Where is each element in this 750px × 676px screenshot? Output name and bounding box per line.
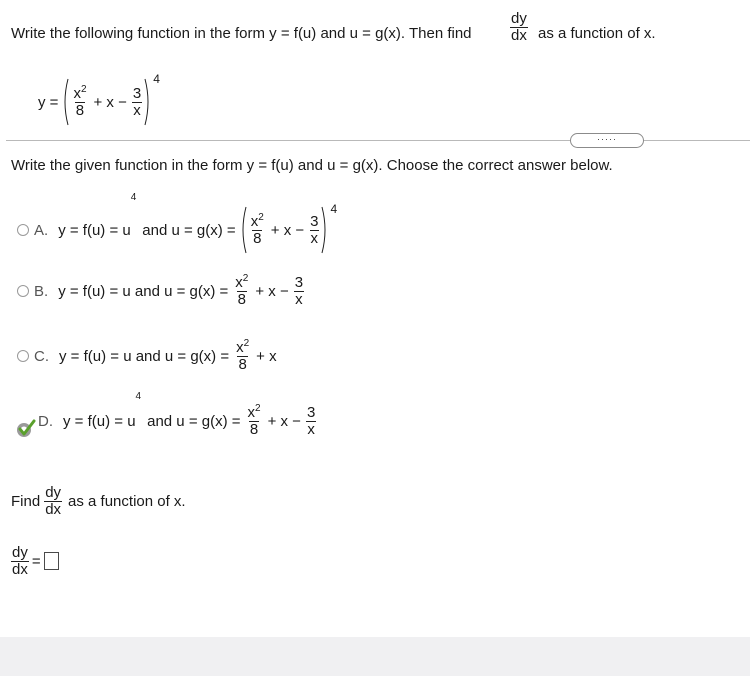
frac-den: dx (511, 26, 527, 44)
frac-num: dy (511, 10, 527, 27)
power-4: 4 (153, 72, 160, 86)
x2-over-8 (235, 340, 250, 373)
option-lhs: y = f(u) = u (63, 412, 136, 430)
option-b[interactable] (17, 275, 306, 308)
option-letter: D. (38, 412, 53, 430)
part-prompt: Write the given function in the form y = f(u) and u = g(x). Choose the correct answer below. (11, 157, 613, 174)
dy-dx-fraction (44, 485, 62, 518)
power-4: 4 (330, 202, 338, 216)
given-function (38, 72, 160, 126)
num-3: 3 (306, 404, 316, 421)
x2-over-8 (250, 211, 265, 247)
exp-2: 2 (243, 338, 250, 349)
den-8: 8 (238, 355, 247, 373)
option-letter: B. (34, 282, 49, 300)
find-label: Find (11, 492, 41, 510)
question-suffix: as a function of x. (538, 25, 656, 42)
dy-dx-fraction (11, 545, 29, 578)
left-paren (239, 206, 247, 254)
num-3: 3 (132, 84, 142, 102)
x-var: x (247, 404, 256, 421)
answer-input[interactable] (44, 552, 59, 570)
exp-2: 2 (242, 273, 249, 284)
left-paren (61, 78, 69, 126)
x-var: x (236, 339, 244, 356)
den-x: x (310, 229, 319, 247)
option-mid: and u = g(x) = (147, 412, 241, 430)
footer-bar (0, 637, 750, 676)
frac-den: dx (12, 560, 28, 578)
den-8: 8 (249, 420, 259, 438)
three-over-x (294, 275, 304, 308)
more-button[interactable]: ····· (570, 133, 644, 148)
num-3: 3 (294, 274, 304, 291)
plus-x-minus: + x − (267, 412, 301, 430)
option-mid: and u = g(x) = (142, 221, 236, 239)
den-x: x (307, 420, 315, 438)
den-x: x (133, 101, 141, 119)
question-prefix: Write the following function in the form y = f(u) and u = g(x). Then find (11, 25, 472, 42)
x2-over-8 (72, 83, 87, 119)
exp-2: 2 (258, 211, 264, 223)
exp-2: 2 (80, 83, 87, 95)
answer-row (11, 545, 59, 578)
option-c[interactable] (17, 340, 280, 373)
x-var: x (73, 84, 81, 102)
plus-x-minus: + x − (270, 221, 305, 239)
frac-num: dy (12, 544, 28, 561)
dy-dx-fraction (510, 11, 528, 44)
x2-over-8 (247, 405, 262, 438)
radio-a[interactable] (17, 224, 29, 236)
right-paren (144, 78, 152, 126)
num-3: 3 (310, 212, 319, 230)
question-text (11, 25, 472, 42)
option-letter: A. (34, 221, 49, 239)
den-x: x (295, 290, 303, 308)
den-8: 8 (253, 229, 262, 247)
exp-2: 2 (255, 403, 261, 414)
three-over-x (309, 214, 319, 247)
three-over-x (306, 405, 316, 438)
option-letter: C. (34, 347, 49, 365)
three-over-x (132, 86, 142, 119)
x-var: x (250, 212, 259, 230)
radio-b[interactable] (17, 285, 29, 297)
option-lhs: y = f(u) = u (58, 221, 131, 239)
frac-num: dy (45, 484, 62, 501)
check-icon (15, 419, 37, 439)
den-8: 8 (75, 101, 85, 119)
equals-sign: = (31, 552, 41, 570)
option-a[interactable]: A. y = f(u) = u 4 and u = g(x) = $\frac{x^2}{8}$ + x − $\frac{3}{x}$ 4 (17, 206, 337, 254)
plus-x-minus: + x − (255, 282, 289, 300)
x2-over-8 (234, 275, 249, 308)
radio-c[interactable] (17, 350, 29, 362)
option-lhs: y = f(u) = u and u = g(x) = (58, 282, 229, 300)
x-var: x (235, 274, 243, 291)
find-prompt (11, 485, 186, 518)
plus-x-minus: + x − (93, 93, 127, 111)
plus-x: + x (256, 347, 277, 365)
option-lhs: y = f(u) = u and u = g(x) = (59, 347, 230, 365)
option-d[interactable]: D. y = f(u) = u 4 and u = g(x) = $\frac{x^2}{8}$ + x − $\frac{3}{x}$ (38, 391, 316, 438)
y-equals: y = (38, 93, 59, 111)
find-suffix: as a function of x. (68, 492, 186, 510)
right-paren (321, 206, 329, 254)
den-8: 8 (237, 290, 246, 308)
frac-den: dx (45, 500, 62, 518)
